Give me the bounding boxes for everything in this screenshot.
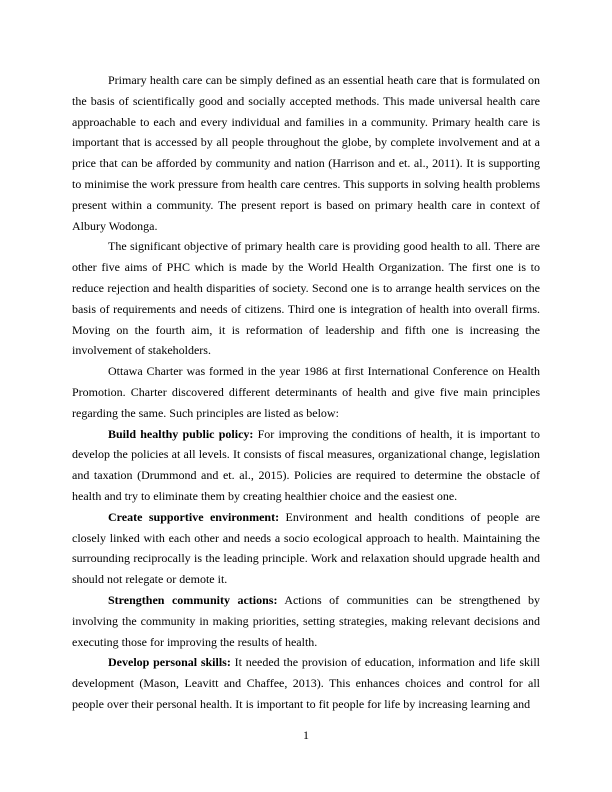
paragraph-healthy-public-policy: [72, 424, 540, 507]
paragraph-text: Ottawa Charter was formed in the year 1986 at first International Conference on Health Promotion. Charter discovered different determinants of health and give five main principles regarding the same. Such principles are listed as below:: [72, 364, 540, 420]
paragraph-phc-objectives: [72, 236, 540, 361]
paragraph-lead-heading: Strengthen community actions:: [108, 592, 278, 607]
paragraph-text: Primary health care can be simply defined as an essential heath care that is formulated on the basis of scientifically good and socially accepted methods. This made universal health care approachable to each and every individual and families in a community. Primary health care is important that is accessed by all people throughout the globe, by complete involvement and at a price that can be afforded by community and nation (Harrison and et. al., 2011). It is supporting to minimise the work pressure from health care centres. This supports in solving health problems present within a community. The present report is based on primary health care in context of Albury Wodonga.: [72, 73, 540, 233]
paragraph-ottawa-charter: [72, 361, 540, 423]
paragraph-lead-heading: Develop personal skills:: [108, 655, 231, 670]
paragraph-text: It needed the provision of education, information and life skill development (Mason, Leavitt and Chaffee, 2013). This enhances choices and control for all people over their personal health. It is important to fit people for life by increasing learning and: [72, 655, 540, 711]
paragraph-personal-skills: [72, 652, 540, 714]
paragraph-text: For improving the conditions of health, it is important to develop the policies at all levels. It consists of fiscal measures, organizational change, legislation and taxation (Drummond and et. al., 2015). Policies are required to determine the obstacle of health and try to eliminate them by creating healthier choice and the easiest one.: [72, 426, 541, 503]
paragraph-lead-heading: Build healthy public policy:: [108, 426, 254, 441]
document-body: [72, 70, 540, 715]
page-number: 1: [303, 728, 309, 742]
paragraph-text: The significant objective of primary health care is providing good health to all. There are other five aims of PHC which is made by the World Health Organization. The first one is to reduce rejection and health disparities of society. Second one is to arrange health services on the basis of requirements and needs of citizens. Third one is integration of health into overall firms. Moving on the fourth aim, it is reformation of leadership and fifth one is increasing the involvement of stakeholders.: [72, 239, 540, 358]
paragraph-text: Environment and health conditions of people are closely linked with each other and needs a socio ecological approach to health. Maintaining the surrounding reciprocally is the leading principle. Work and relaxation should upgrade health and should not relegate or demote it.: [72, 509, 540, 587]
paragraph-community-actions: [72, 590, 540, 652]
paragraph-text: Actions of communities can be strengthened by involving the community in making priorities, setting strategies, making relevant decisions and executing those for improving the results of health.: [72, 592, 540, 649]
paragraph-lead-heading: Create supportive environment:: [108, 509, 280, 524]
paragraph-phc-definition: [72, 70, 540, 236]
paragraph-supportive-environment: [72, 507, 540, 590]
